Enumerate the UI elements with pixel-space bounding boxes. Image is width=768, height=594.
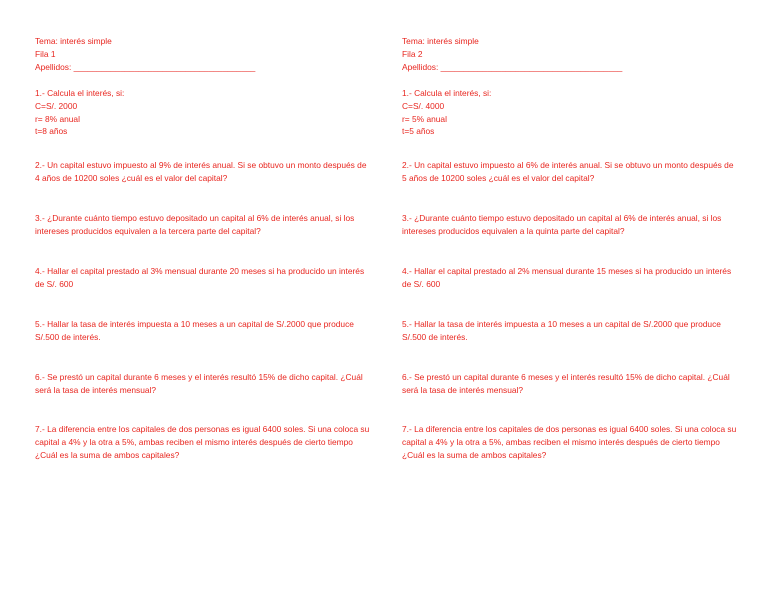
row-label: Fila 1 <box>35 48 56 59</box>
topic-label: Tema: interés simple <box>402 36 479 46</box>
problem-1-capital: C=S/. 4000 <box>402 100 445 111</box>
surname-field: Apellidos: _______________________________________ <box>35 61 256 72</box>
problem-1-capital: C=S/. 2000 <box>35 100 78 111</box>
problem-7: 7.- La diferencia entre los capitales de dos personas es igual 6400 soles. Si una coloca su capital a 4% y la otra a 5%, ambas reciben el mismo interés después de cierto tiempo ¿Cuál es la suma de ambos capitales? <box>35 424 370 461</box>
problem-7: 7.- La diferencia entre los capitales de dos personas es igual 6400 soles. Si una coloca su capital a 4% y la otra a 5%, ambas reciben el mismo interés después de cierto tiempo ¿Cuál es la suma de ambos capitales? <box>402 424 737 461</box>
problem-6: 6.- Se prestó un capital durante 6 meses y el interés resultó 15% de dicho capital. ¿Cuál será la tasa de interés mensual? <box>402 371 730 395</box>
problem-4: 4.- Hallar el capital prestado al 3% mensual durante 20 meses si ha producido un interés de S/. 600 <box>35 265 365 289</box>
problem-1-rate: r= 8% anual <box>35 113 80 124</box>
problem-2: 2.- Un capital estuvo impuesto al 9% de interés anual. Si se obtuvo un monto después de 4 años de 10200 soles ¿cuál es el valor del capital? <box>35 160 367 184</box>
problem-1 <box>402 87 742 139</box>
row-label: Fila 2 <box>402 48 423 59</box>
problem-4: 4.- Hallar el capital prestado al 2% mensual durante 15 meses si ha producido un interés de S/. 600 <box>402 265 732 289</box>
worksheet-header <box>35 35 375 74</box>
problem-1-time: t=8 años <box>35 126 68 137</box>
problem-2: 2.- Un capital estuvo impuesto al 6% de interés anual. Si se obtuvo un monto después de 5 años de 10200 soles ¿cuál es el valor del capital? <box>402 160 734 184</box>
problem-1-title: 1.- Calcula el interés, si: <box>35 87 125 98</box>
problem-3: 3.- ¿Durante cuánto tiempo estuvo depositado un capital al 6% de interés anual, si los intereses producidos equivalen a la quinta parte del capital? <box>402 213 722 237</box>
problem-3: 3.- ¿Durante cuánto tiempo estuvo depositado un capital al 6% de interés anual, si los intereses producidos equivalen a la tercera parte del capital? <box>35 213 355 237</box>
worksheet-column-fila-1 <box>35 35 375 462</box>
problem-6: 6.- Se prestó un capital durante 6 meses y el interés resultó 15% de dicho capital. ¿Cuál será la tasa de interés mensual? <box>35 371 363 395</box>
problem-1-time: t=5 años <box>402 126 435 137</box>
topic-label: Tema: interés simple <box>35 36 112 46</box>
problem-5: 5.- Hallar la tasa de interés impuesta a 10 meses a un capital de S/.2000 que produce S/.500 de interés. <box>35 318 354 342</box>
problem-5: 5.- Hallar la tasa de interés impuesta a 10 meses a un capital de S/.2000 que produce S/.500 de interés. <box>402 318 721 342</box>
worksheet-header <box>402 35 742 74</box>
problem-1-rate: r= 5% anual <box>402 113 447 124</box>
problem-1 <box>35 87 375 139</box>
problem-1-title: 1.- Calcula el interés, si: <box>402 87 492 98</box>
worksheet-column-fila-2 <box>402 35 742 462</box>
surname-field: Apellidos: _______________________________________ <box>402 61 623 72</box>
